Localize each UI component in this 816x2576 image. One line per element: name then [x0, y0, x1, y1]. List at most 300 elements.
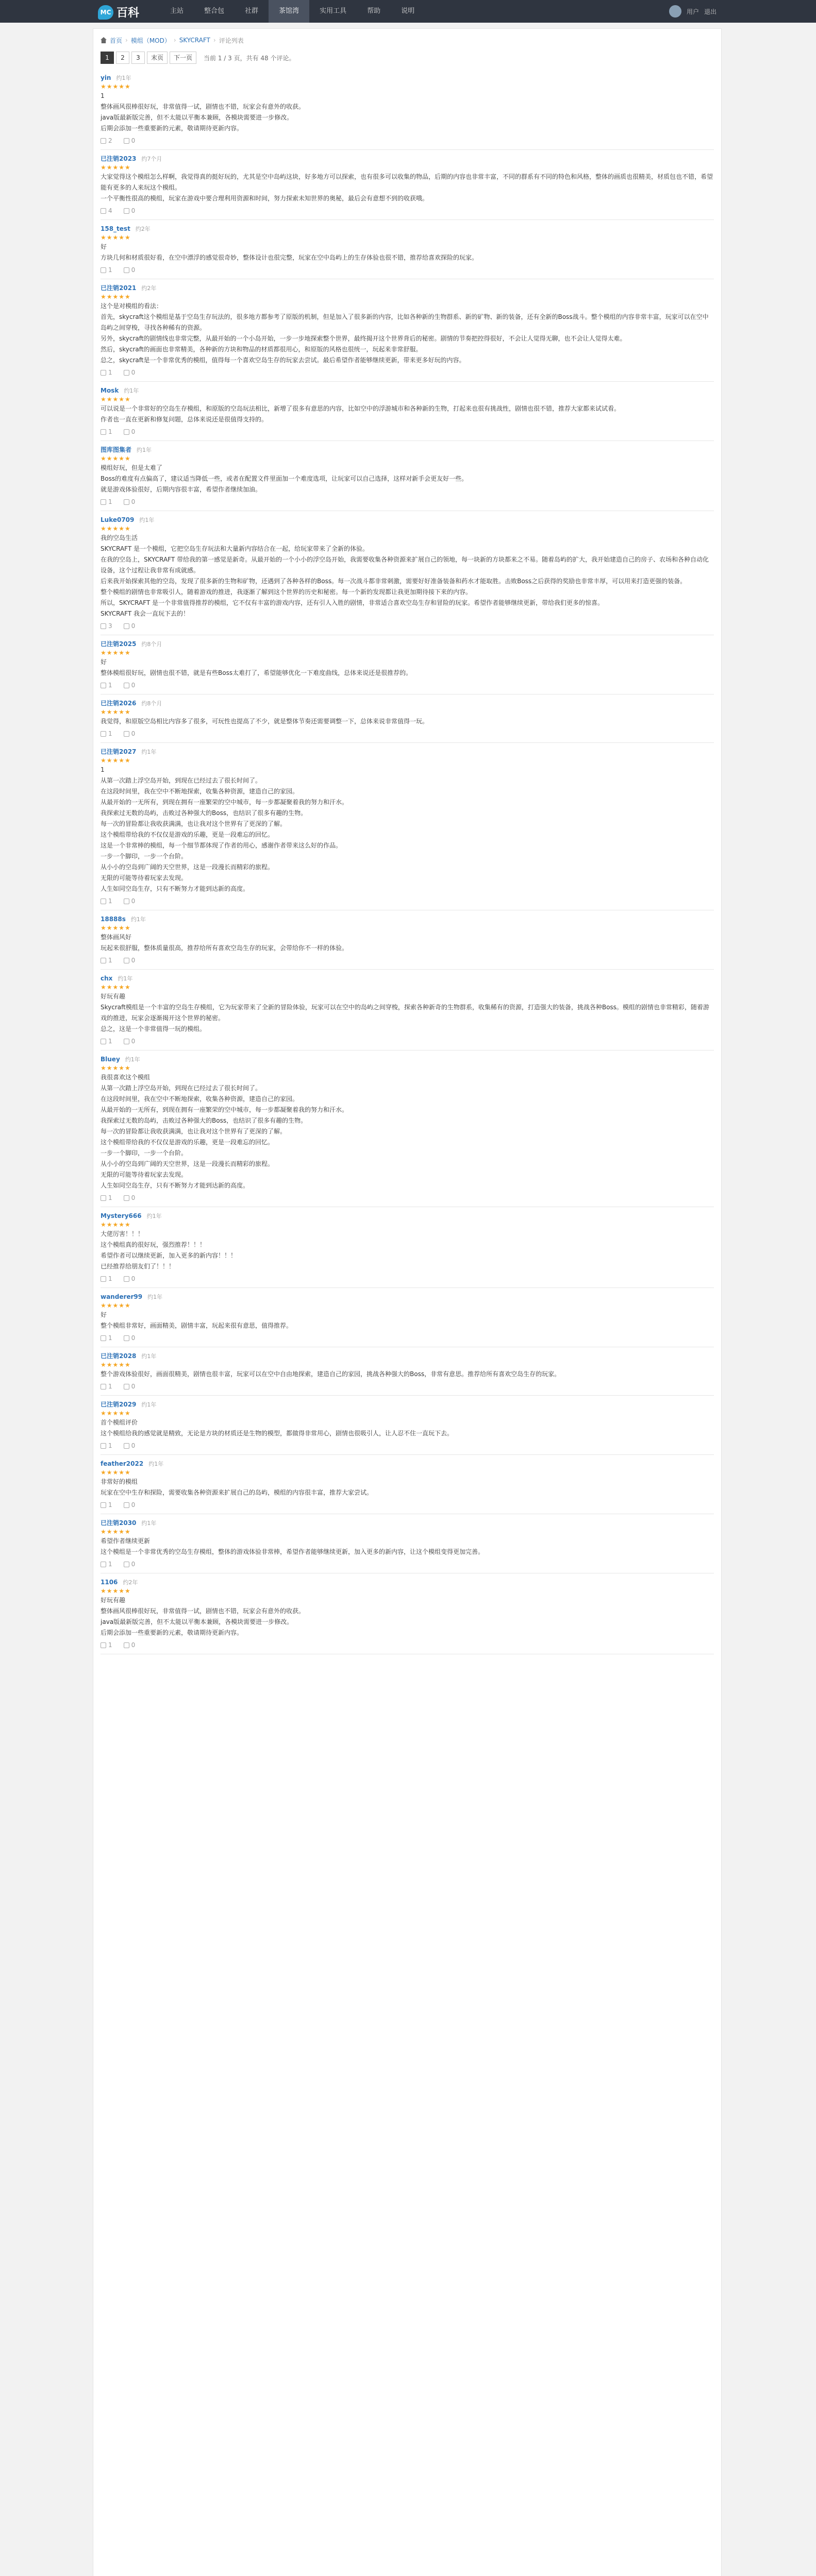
upvote-count: 1: [108, 897, 112, 905]
thumbs-down-icon: [124, 267, 129, 273]
downvote-button[interactable]: [124, 367, 136, 378]
comment-username[interactable]: 已注销2027: [101, 748, 137, 755]
rating-stars: ★★★★★: [101, 1410, 131, 1417]
comment-votes: [101, 1639, 714, 1651]
comment-paragraph: 好: [101, 658, 107, 666]
downvote-button[interactable]: [124, 680, 136, 691]
downvote-button[interactable]: [124, 1192, 136, 1204]
comment-paragraph: 好玩有趣: [101, 993, 126, 1000]
downvote-button[interactable]: [124, 496, 136, 507]
thumbs-down-icon: [124, 138, 129, 144]
comment-username[interactable]: 158_test: [101, 225, 130, 232]
upvote-button[interactable]: [101, 680, 112, 691]
downvote-button[interactable]: [124, 135, 136, 146]
rating-stars: ★★★★★: [101, 1302, 131, 1309]
comment-paragraph: 无限的可能等待着玩家去发现。: [101, 1171, 188, 1178]
comment-paragraph: 我探索过无数的岛屿，击败过各种强大的Boss，也结识了很多有趣的生物。: [101, 809, 307, 817]
upvote-count: 1: [108, 1275, 112, 1282]
downvote-count: 0: [131, 1442, 136, 1449]
comment-time: 约8个月: [141, 700, 162, 707]
comment-time: 约7个月: [141, 156, 162, 162]
comment-votes: [101, 1332, 714, 1344]
comment-paragraph: 大家觉得这个模组怎么样啊，我觉得真的挺好玩的，尤其是空中岛屿这块，好多地方可以探索，也有很多可以收集的物品，后期的内容也非常丰富，不同的群系有不同的特色和风格，整体的画质也很精美，材质包也不错，希望能有更多的人来玩这个模组。: [101, 173, 713, 191]
downvote-count: 0: [131, 730, 136, 737]
main-nav: [160, 0, 425, 23]
comment-paragraph: 希望作者继续更新: [101, 1537, 151, 1545]
thumbs-up-icon: [101, 731, 106, 737]
upvote-button[interactable]: [101, 205, 112, 216]
comment-paragraph: 已经推荐给朋友们了！！！: [101, 1263, 175, 1270]
comment-item: [101, 69, 714, 150]
comment-paragraph: 整体画风很棒很好玩，非常值得一试，剧情也不错，玩家会有意外的收获。: [101, 103, 305, 110]
upvote-count: 1: [108, 428, 112, 435]
comment-paragraph: 这个模组带给我的不仅仅是游戏的乐趣，更是一段难忘的回忆。: [101, 831, 274, 838]
comment-item: [101, 1347, 714, 1396]
comment-body: [101, 1072, 714, 1191]
comment-paragraph: Boss的难度有点偏高了，建议适当降低一些，或者在配置文件里面加一个难度选项，让玩家可以自己选择，这样对新手会更友好一些。: [101, 475, 468, 482]
upvote-count: 1: [108, 1501, 112, 1509]
thumbs-up-icon: [101, 958, 106, 963]
thumbs-down-icon: [124, 683, 129, 688]
home-icon[interactable]: [101, 37, 107, 43]
nav-item[interactable]: 说明: [401, 7, 415, 15]
thumbs-down-icon: [124, 1502, 129, 1508]
comment-username[interactable]: Mystery666: [101, 1212, 142, 1219]
comment-body: [101, 1369, 714, 1380]
comment-username[interactable]: yin: [101, 74, 111, 81]
comment-header: [101, 515, 714, 524]
rating-stars: ★★★★★: [101, 1587, 131, 1595]
comment-username[interactable]: 已注销2030: [101, 1519, 137, 1527]
comment-item: [101, 743, 714, 910]
downvote-count: 0: [131, 266, 136, 274]
upvote-count: 1: [108, 1561, 112, 1568]
main-content: [93, 28, 722, 2576]
comment-item: [101, 1455, 714, 1514]
rating-stars: ★★★★★: [101, 1469, 131, 1476]
comment-votes: [101, 1499, 714, 1511]
upvote-button[interactable]: [101, 1639, 112, 1651]
comment-paragraph: 从最开始的一无所有，到现在拥有一座繁荣的空中城市，每一步都凝聚着我的努力和汗水。: [101, 799, 348, 806]
comment-paragraph: 模组好玩，但是太难了: [101, 464, 163, 471]
comment-time: 约1年: [148, 1461, 164, 1467]
comment-votes: [101, 955, 714, 966]
rating-stars: ★★★★★: [101, 984, 131, 991]
comment-paragraph: 作者也一直在更新和修复问题，总体来说还是很值得支持的。: [101, 416, 268, 423]
comment-paragraph: 非常好的模组: [101, 1478, 138, 1485]
downvote-count: 0: [131, 1194, 136, 1201]
comment-body: [101, 765, 714, 894]
comment-paragraph: SKYCRAFT 我会一直玩下去的！: [101, 610, 190, 617]
comment-paragraph: 整个模组非常好，画面精美，剧情丰富，玩起来很有意思，值得推荐。: [101, 1322, 293, 1329]
comment-paragraph: 玩起来很舒服，整体质量很高，推荐给所有喜欢空岛生存的玩家，会带给你不一样的体验。: [101, 944, 348, 952]
comment-item: [101, 970, 714, 1050]
upvote-button[interactable]: [101, 1332, 112, 1344]
upvote-button[interactable]: [101, 620, 112, 632]
comment-body: [101, 1417, 714, 1439]
nav-item[interactable]: 帮助: [367, 7, 381, 15]
thumbs-up-icon: [101, 899, 106, 904]
upvote-count: 1: [108, 682, 112, 689]
comment-item: [101, 1207, 714, 1288]
comment-paragraph: 整个游戏体验很好，画面很精美，剧情也很丰富，玩家可以在空中自由地探索，建造自己的家园，挑战各种强大的Boss，非常有意思。推荐给所有喜欢空岛生存的玩家。: [101, 1370, 561, 1378]
comment-paragraph: 所以，SKYCRAFT 是一个非常值得推荐的模组，它不仅有丰富的游戏内容，还有引人入胜的剧情，非常适合喜欢空岛生存和冒险的玩家。希望作者能够继续更新，带给我们更多的惊喜。: [101, 599, 604, 606]
comment-body: [101, 242, 714, 263]
upvote-button[interactable]: [101, 1381, 112, 1392]
logo-text: 百科: [116, 7, 140, 20]
comment-item: [101, 382, 714, 441]
nav-item-active[interactable]: 茶馆湾: [269, 0, 309, 23]
rating-stars: ★★★★★: [101, 455, 131, 462]
comment-votes: [101, 1381, 714, 1392]
downvote-button[interactable]: [124, 1381, 136, 1392]
comment-paragraph: 我的空岛生活: [101, 534, 138, 541]
upvote-button[interactable]: [101, 1440, 112, 1451]
comment-paragraph: 好: [101, 1311, 107, 1318]
breadcrumb-item[interactable]: 首页: [110, 37, 123, 44]
upvote-count: 3: [108, 622, 112, 630]
thumbs-down-icon: [124, 1443, 129, 1449]
comment-paragraph: 可以说是一个非常好的空岛生存模组，和原版的空岛玩法相比，新增了很多有意思的内容，比如空中的浮游城市和各种新的生物，打起来也很有挑战性，剧情也很不错，推荐大家都来试试看。: [101, 405, 621, 412]
comment-item: [101, 635, 714, 694]
downvote-button[interactable]: [124, 1558, 136, 1570]
upvote-button[interactable]: [101, 728, 112, 739]
upvote-count: 1: [108, 1641, 112, 1649]
comment-username[interactable]: 1106: [101, 1579, 118, 1586]
downvote-button[interactable]: [124, 1440, 136, 1451]
comment-username[interactable]: 已注销2023: [101, 155, 137, 162]
thumbs-up-icon: [101, 623, 106, 629]
upvote-count: 1: [108, 1383, 112, 1390]
thumbs-up-icon: [101, 1195, 106, 1201]
comment-votes: [101, 367, 714, 378]
comment-votes: [101, 1440, 714, 1451]
comment-paragraph: 后期会添加一些重要新的元素，敬请期待更新内容。: [101, 125, 243, 132]
comment-paragraph: 这个模组带给我的不仅仅是游戏的乐趣，更是一段难忘的回忆。: [101, 1139, 274, 1146]
upvote-button[interactable]: [101, 1499, 112, 1511]
comment-votes: [101, 264, 714, 276]
next-page-button[interactable]: 下一页: [170, 52, 196, 64]
comment-header: [101, 224, 714, 233]
comment-paragraph: 整体模组很好玩，剧情也很不错，就是有些Boss太难打了，希望能够优化一下难度曲线，总体来说还是很推荐的。: [101, 669, 412, 676]
page-button[interactable]: 3: [131, 52, 145, 64]
comment-time: 约1年: [141, 1520, 157, 1527]
comment-username[interactable]: 已注销2029: [101, 1401, 137, 1408]
comment-paragraph: 我很喜欢这个模组: [101, 1074, 151, 1081]
comment-paragraph: 我觉得，和原版空岛相比内容多了很多，可玩性也提高了不少，就是整体节奏还需要调整一下，总体来说非常值得一玩。: [101, 718, 429, 725]
rating-stars: ★★★★★: [101, 1528, 131, 1535]
comment-username[interactable]: 18888s: [101, 916, 126, 923]
page-button[interactable]: 2: [116, 52, 129, 64]
comment-header: [101, 1211, 714, 1221]
comment-header: [101, 1459, 714, 1468]
thumbs-down-icon: [124, 623, 129, 629]
comment-header: [101, 1351, 714, 1361]
comment-item: [101, 150, 714, 220]
comment-item: [101, 511, 714, 635]
downvote-button[interactable]: [124, 1273, 136, 1284]
thumbs-up-icon: [101, 1562, 106, 1567]
comment-votes: [101, 728, 714, 739]
comment-paragraph: 总之，skycraft是一个非常优秀的模组，值得每一个喜欢空岛生存的玩家去尝试。最后希望作者能够继续更新，带来更多好玩的内容。: [101, 357, 465, 364]
upvote-button[interactable]: [101, 1558, 112, 1570]
comment-paragraph: 在这段时间里，我在空中不断地探索，收集各种资源，建造自己的家园。: [101, 1095, 299, 1103]
thumbs-down-icon: [124, 370, 129, 376]
downvote-count: 0: [131, 957, 136, 964]
comment-paragraph: 总之，这是一个非常值得一玩的模组。: [101, 1025, 206, 1032]
comment-username[interactable]: Luke0709: [101, 516, 135, 523]
downvote-count: 0: [131, 1334, 136, 1342]
thumbs-down-icon: [124, 1335, 129, 1341]
upvote-count: 1: [108, 730, 112, 737]
upvote-button[interactable]: [101, 496, 112, 507]
comment-paragraph: java版最新版完善，但不太能以平衡本兼顾，各模块需要进一步修改。: [101, 114, 293, 121]
upvote-button[interactable]: [101, 264, 112, 276]
upvote-count: 1: [108, 1194, 112, 1201]
downvote-button[interactable]: [124, 895, 136, 907]
upvote-count: 1: [108, 1334, 112, 1342]
rating-stars: ★★★★★: [101, 396, 131, 403]
nav-item[interactable]: 实用工具: [320, 7, 347, 15]
rating-stars: ★★★★★: [101, 83, 131, 90]
comment-time: 约1年: [139, 517, 155, 523]
comment-header: [101, 154, 714, 163]
rating-stars: ★★★★★: [101, 525, 131, 532]
breadcrumb-item[interactable]: 模组（MOD）: [130, 37, 171, 44]
comment-paragraph: 从小小的空岛到广阔的天空世界，这是一段漫长而精彩的旅程。: [101, 863, 274, 871]
comment-paragraph: 首个模组评价: [101, 1419, 138, 1426]
comment-time: 约2年: [135, 226, 151, 232]
thumbs-up-icon: [101, 429, 106, 435]
thumbs-up-icon: [101, 1276, 106, 1282]
comment-votes: [101, 1036, 714, 1047]
thumbs-up-icon: [101, 499, 106, 505]
comment-paragraph: 方块几何和材质很好看，在空中漂浮的感觉很奇妙，整体设计也很完整，玩家在空中岛屿上的生存体验也很不错，推荐给喜欢探险的玩家。: [101, 254, 478, 261]
upvote-button[interactable]: [101, 895, 112, 907]
logo-mark: MC: [98, 5, 113, 20]
comment-paragraph: 我探索过无数的岛屿，击败过各种强大的Boss，也结识了很多有趣的生物。: [101, 1117, 307, 1124]
rating-stars: ★★★★★: [101, 293, 131, 300]
comment-paragraph: 大佬厉害！！！: [101, 1230, 144, 1238]
comment-body: [101, 403, 714, 425]
nav-item[interactable]: 社群: [245, 7, 259, 15]
comment-time: 约1年: [125, 1056, 140, 1063]
downvote-count: 0: [131, 137, 136, 144]
comment-item: [101, 1573, 714, 1654]
comment-paragraph: 1: [101, 92, 105, 99]
downvote-button[interactable]: [124, 1499, 136, 1511]
upvote-button[interactable]: [101, 135, 112, 146]
comment-paragraph: 1: [101, 766, 105, 773]
upvote-count: 1: [108, 1038, 112, 1045]
comment-time: 约1年: [116, 75, 131, 81]
page-info: 当前 1 / 3 页，共有 48 个评论。: [204, 54, 295, 62]
comment-paragraph: 这个模组是一个非常优秀的空岛生存模组，整体的游戏体验非常棒，希望作者能够继续更新，加入更多的新内容，让这个模组变得更加完善。: [101, 1548, 485, 1555]
comment-body: [101, 1229, 714, 1272]
downvote-button[interactable]: [124, 1639, 136, 1651]
comment-body: [101, 932, 714, 954]
thumbs-up-icon: [101, 208, 106, 214]
comment-paragraph: 首先，skycraft这个模组是基于空岛生存玩法的，很多地方都参考了原版的机制，但是加入了很多新的内容，比如各种新的生物群系、新的矿物、新的装备，还有全新的Boss战斗。整个模组的内容非常丰富，玩家可以在空中岛屿之间穿梭，寻找各种稀有的资源。: [101, 313, 709, 331]
comment-username[interactable]: 已注销2026: [101, 700, 137, 707]
comment-paragraph: 玩家在空中生存和探险，需要收集各种资源来扩展自己的岛屿，模组的内容很丰富，推荐大家尝试。: [101, 1489, 373, 1496]
comment-header: [101, 386, 714, 395]
upvote-button[interactable]: [101, 426, 112, 437]
upvote-count: 1: [108, 266, 112, 274]
logout-link[interactable]: 退出: [704, 8, 717, 15]
thumbs-down-icon: [124, 1642, 129, 1648]
pagination-top: [101, 52, 295, 64]
downvote-button[interactable]: [124, 205, 136, 216]
username[interactable]: 用户: [686, 8, 699, 15]
comment-paragraph: 这个是对模组的看法：: [101, 302, 163, 310]
downvote-count: 0: [131, 1383, 136, 1390]
thumbs-down-icon: [124, 1384, 129, 1389]
comment-paragraph: 好: [101, 243, 107, 250]
upvote-count: 1: [108, 369, 112, 376]
comment-item: [101, 694, 714, 743]
rating-stars: ★★★★★: [101, 1361, 131, 1368]
downvote-button[interactable]: [124, 1332, 136, 1344]
upvote-count: 1: [108, 498, 112, 505]
avatar[interactable]: [669, 5, 681, 18]
comment-body: [101, 91, 714, 134]
comment-username[interactable]: 已注销2028: [101, 1352, 137, 1360]
comment-header: [101, 1292, 714, 1301]
downvote-button[interactable]: [124, 426, 136, 437]
comment-username[interactable]: wanderer99: [101, 1293, 143, 1300]
comment-votes: [101, 680, 714, 691]
comment-paragraph: 从小小的空岛到广阔的天空世界，这是一段漫长而精彩的旅程。: [101, 1160, 274, 1167]
comment-votes: [101, 620, 714, 632]
comment-username[interactable]: 已注销2025: [101, 640, 137, 648]
thumbs-up-icon: [101, 1443, 106, 1449]
comment-username[interactable]: chx: [101, 975, 113, 982]
thumbs-up-icon: [101, 683, 106, 688]
comment-header: [101, 914, 714, 924]
thumbs-down-icon: [124, 1562, 129, 1567]
comment-time: 约1年: [130, 916, 146, 923]
downvote-button[interactable]: [124, 264, 136, 276]
downvote-button[interactable]: [124, 728, 136, 739]
comment-paragraph: 整体画风好: [101, 934, 132, 941]
site-logo[interactable]: [98, 4, 139, 20]
last-page-button[interactable]: 末页: [147, 52, 168, 64]
upvote-button[interactable]: [101, 1192, 112, 1204]
comment-paragraph: 另外，skycraft的剧情线也非常完整，从最开始的一个小岛开始，一步一步地探索整个世界，最终揭开这个世界背后的秘密。剧情的节奏把控得很好，不会让人觉得无聊，也不会让人觉得太难。: [101, 335, 626, 342]
comment-header: [101, 1578, 714, 1587]
upvote-button[interactable]: [101, 1036, 112, 1047]
comment-time: 约2年: [141, 285, 157, 292]
comment-username[interactable]: Bluey: [101, 1056, 120, 1063]
comment-time: 约1年: [141, 1353, 157, 1360]
comment-time: 约1年: [137, 447, 152, 453]
comment-paragraph: 在我的空岛上，SKYCRAFT 带给我的第一感觉是新奇。从最开始的一个小小的浮空岛开始，我需要收集各种资源来扩展自己的领地，每一块新的方块都来之不易。随着岛屿的扩大，我开始建造自己的房子、农场和各种自动化设备，这个过程让我非常有成就感。: [101, 556, 709, 574]
comment-votes: [101, 895, 714, 907]
page-button[interactable]: 1: [101, 52, 114, 64]
comment-body: [101, 1310, 714, 1331]
thumbs-up-icon: [101, 370, 106, 376]
comment-username[interactable]: 已注销2021: [101, 284, 137, 292]
comment-body: [101, 1595, 714, 1638]
downvote-count: 0: [131, 1561, 136, 1568]
downvote-button[interactable]: [124, 1036, 136, 1047]
upvote-button[interactable]: [101, 367, 112, 378]
comment-time: 约2年: [123, 1579, 138, 1586]
comment-header: [101, 73, 714, 82]
thumbs-up-icon: [101, 267, 106, 273]
rating-stars: ★★★★★: [101, 649, 131, 656]
comment-item: [101, 1396, 714, 1455]
comment-paragraph: 一个平衡性很高的模组，玩家在游戏中要合理利用资源和时间，努力探索未知世界的奥秘，最后会有意想不到的收获哦。: [101, 195, 429, 202]
comment-time: 约1年: [141, 749, 157, 755]
comment-item: [101, 279, 714, 382]
upvote-count: 4: [108, 207, 112, 214]
thumbs-down-icon: [124, 958, 129, 963]
thumbs-down-icon: [124, 499, 129, 505]
downvote-button[interactable]: [124, 955, 136, 966]
comment-paragraph: 整体画风很棒很好玩，非常值得一试，剧情也不错，玩家会有意外的收获。: [101, 1607, 305, 1615]
comment-votes: [101, 205, 714, 216]
comment-item: [101, 910, 714, 970]
comment-paragraph: SKYCRAFT 是一个模组，它把空岛生存玩法和大量新内容结合在一起，给玩家带来了全新的体验。: [101, 545, 369, 552]
comment-paragraph: 从第一次踏上浮空岛开始，到现在已经过去了很长时间了。: [101, 777, 262, 784]
nav-item[interactable]: 主站: [170, 7, 184, 15]
nav-item[interactable]: 整合包: [204, 7, 225, 15]
comment-paragraph: 在这段时间里，我在空中不断地探索，收集各种资源，建造自己的家园。: [101, 788, 299, 795]
upvote-count: 1: [108, 957, 112, 964]
comment-username[interactable]: 图库图集者: [101, 446, 132, 453]
comment-votes: [101, 1273, 714, 1284]
comment-paragraph: java版最新版完善，但不太能以平衡本兼顾，各模块需要进一步修改。: [101, 1618, 293, 1625]
comment-votes: [101, 1192, 714, 1204]
comment-header: [101, 974, 714, 983]
comment-body: [101, 991, 714, 1035]
comment-paragraph: 好玩有趣: [101, 1597, 126, 1604]
comment-paragraph: 每一次的冒险都让我收获满满，也让我对这个世界有了更深的了解。: [101, 1128, 287, 1135]
comment-paragraph: 每一次的冒险都让我收获满满，也让我对这个世界有了更深的了解。: [101, 820, 287, 827]
thumbs-up-icon: [101, 1384, 106, 1389]
upvote-button[interactable]: [101, 1273, 112, 1284]
upvote-count: 1: [108, 1442, 112, 1449]
comment-paragraph: 人生如同空岛生存，只有不断努力才能到达新的高度。: [101, 885, 249, 892]
thumbs-down-icon: [124, 208, 129, 214]
upvote-button[interactable]: [101, 955, 112, 966]
comment-header: [101, 445, 714, 454]
comment-body: [101, 533, 714, 619]
downvote-count: 0: [131, 1038, 136, 1045]
comment-body: [101, 463, 714, 495]
comment-paragraph: 希望作者可以继续更新，加入更多的新内容！！！: [101, 1252, 237, 1259]
comment-body: [101, 301, 714, 366]
thumbs-down-icon: [124, 1195, 129, 1201]
comment-username[interactable]: Mosk: [101, 387, 119, 394]
comment-paragraph: 然后，skycraft的画面也非常精美，各种新的方块和物品的材质都很用心，和原版的风格也很统一，玩起来非常舒服。: [101, 346, 422, 353]
comment-paragraph: 这个模组给我的感觉就是精致，无论是方块的材质还是生物的模型，都做得非常用心，剧情也很吸引人，让人忍不住一直玩下去。: [101, 1430, 454, 1437]
comment-votes: [101, 496, 714, 507]
thumbs-down-icon: [124, 1276, 129, 1282]
thumbs-up-icon: [101, 1039, 106, 1044]
thumbs-down-icon: [124, 731, 129, 737]
downvote-count: 0: [131, 428, 136, 435]
downvote-button[interactable]: [124, 620, 136, 632]
comment-paragraph: 后来我开始探索其他的空岛，发现了很多新的生物和矿物，还遇到了各种各样的Boss。每一次战斗都非常刺激，需要好好准备装备和药水才能取胜。击败Boss之后获得的奖励也非常丰厚，可以用来打造更强的装备。: [101, 578, 687, 585]
comment-item: [101, 1050, 714, 1207]
comment-paragraph: 后期会添加一些重要新的元素，敬请期待更新内容。: [101, 1629, 243, 1636]
comment-username[interactable]: feather2022: [101, 1460, 144, 1467]
comment-paragraph: Skycraft模组是一个丰富的空岛生存模组，它为玩家带来了全新的冒险体验，玩家可以在空中的岛屿之间穿梭，探索各种新奇的生物群系，收集稀有的资源，打造强大的装备，挑战各种Boss。模组的剧情也非常精彩，随着游戏的推进，玩家会逐渐揭开这个世界的秘密。: [101, 1004, 709, 1022]
breadcrumb-item[interactable]: SKYCRAFT: [179, 37, 210, 44]
